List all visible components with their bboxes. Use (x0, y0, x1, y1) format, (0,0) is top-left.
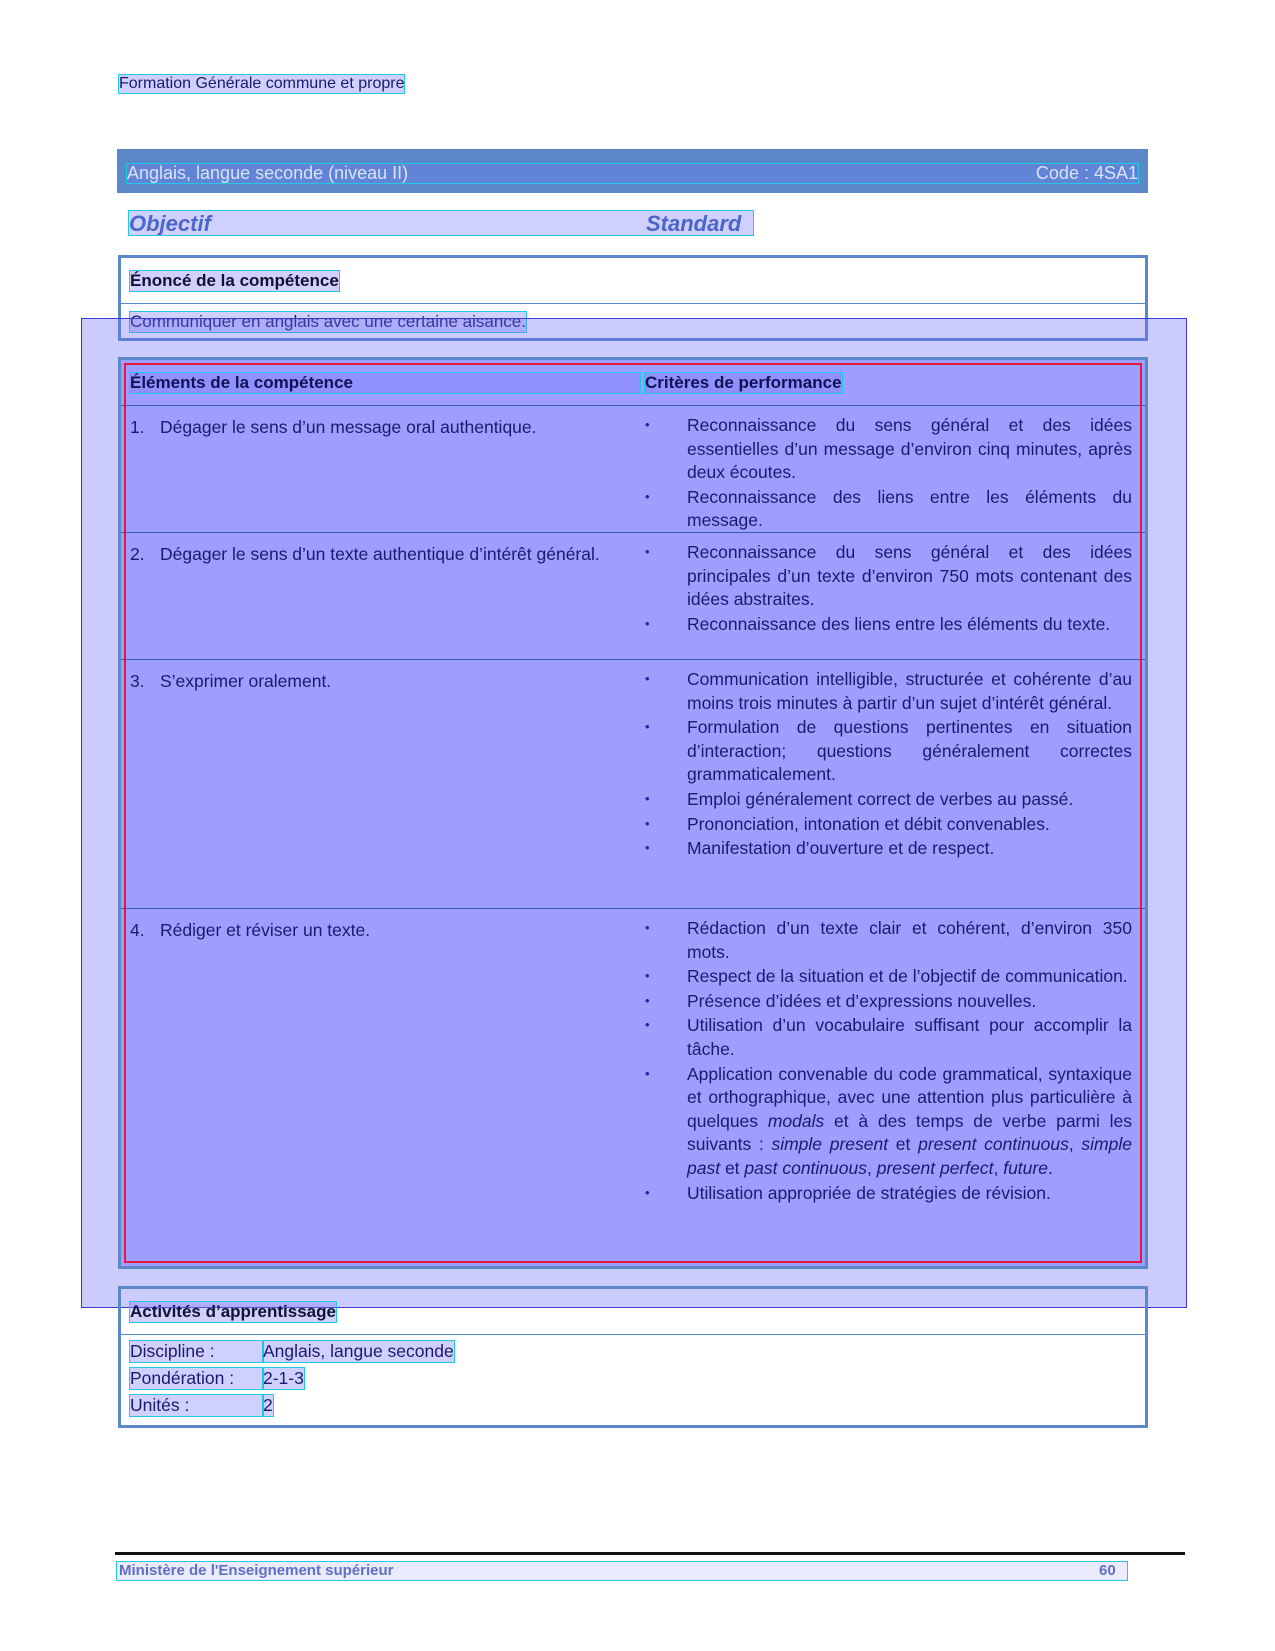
enonce-title: Énoncé de la compétence (130, 271, 339, 290)
criterion-text: Reconnaissance des liens entre les éléments du message. (687, 486, 1132, 531)
bullet-icon: • (645, 815, 650, 831)
course-code: Code : 4SA1 (1035, 163, 1138, 183)
criterion-item (645, 917, 1132, 964)
discipline-value: Anglais, langue seconde (263, 1341, 454, 1361)
element-number: 1. (130, 417, 145, 437)
criterion-text: Application convenable du code grammatical, syntaxique et orthographique, avec une attention plus particulière à quelques modals et à des temps de verbe parmi les suivants : simple present et present continuous, simple past et past continuous, present perfect, future. (687, 1063, 1132, 1178)
criteria-list (645, 414, 1132, 534)
criterion-text: Formulation de questions pertinentes en situation d’interaction; questions généralement correctes grammaticalement. (687, 717, 1132, 785)
bullet-icon: • (645, 488, 650, 504)
ponderation-row (130, 1368, 304, 1389)
competence-row (121, 909, 1145, 1266)
criteria-list (645, 541, 1132, 637)
bullet-icon: • (645, 671, 650, 686)
element-text: S’exprimer oralement. (160, 671, 332, 691)
criterion-text: Emploi généralement correct de verbes au passé. (687, 788, 1074, 809)
criterion-item (645, 668, 1132, 715)
criterion-item (645, 813, 1132, 837)
unites-value: 2 (263, 1395, 273, 1415)
bullet-icon: • (645, 1184, 650, 1200)
criterion-text: Rédaction d’un texte clair et cohérent, d’environ 350 mots. (687, 918, 1132, 962)
element-text: Dégager le sens d’un message oral authentique. (160, 417, 537, 437)
page-number: 60 (1099, 1562, 1116, 1579)
course-title: Anglais, langue seconde (niveau II) (127, 163, 409, 183)
element-text: Dégager le sens d’un texte authentique d’intérêt général. (160, 544, 600, 564)
course-banner (117, 149, 1148, 193)
element-number: 2. (130, 544, 145, 564)
criterion-text: Reconnaissance des liens entre les éléments du texte. (687, 613, 1111, 634)
bullet-icon: • (645, 840, 650, 856)
criterion-item (645, 541, 1132, 612)
header-elements: Éléments de la compétence (130, 373, 640, 393)
running-header: Formation Générale commune et propre (119, 75, 405, 92)
criterion-item (645, 716, 1132, 787)
ponderation-value: 2-1-3 (263, 1368, 304, 1388)
competences-header (121, 360, 1145, 406)
bullet-icon: • (645, 992, 650, 1008)
bullet-icon: • (645, 790, 650, 806)
competence-row (121, 406, 1145, 533)
criterion-text: Manifestation d’ouverture et de respect. (687, 838, 995, 859)
bullet-icon: • (645, 544, 650, 559)
footer-rule (115, 1552, 1185, 1555)
criterion-item (645, 414, 1132, 485)
criteria-list (645, 668, 1132, 862)
criterion-text: Communication intelligible, structurée et cohérente d’au moins trois minutes à partir d’un sujet d’intérêt général. (687, 669, 1132, 713)
criterion-text: Respect de la situation et de l’objectif de communication. (687, 966, 1128, 987)
competence-element (130, 542, 645, 566)
element-text: Rédiger et réviser un texte. (160, 920, 371, 940)
criterion-item (645, 965, 1132, 989)
activites-title: Activités d’apprentissage (130, 1302, 336, 1321)
competences-table (118, 357, 1148, 1269)
bullet-icon: • (645, 417, 650, 432)
ponderation-label: Pondération : (130, 1368, 263, 1389)
footer-ministry: Ministère de l'Enseignement supérieur (119, 1562, 394, 1579)
competence-element (130, 415, 645, 439)
criterion-item (645, 486, 1132, 533)
criterion-text: Reconnaissance du sens général et des idées principales d’un texte d’environ 750 mots contenant des idées abstraites. (687, 542, 1132, 610)
criterion-text: Utilisation d’un vocabulaire suffisant pour accomplir la tâche. (687, 1015, 1132, 1059)
enonce-text: Communiquer en anglais avec une certaine aisance. (130, 312, 526, 331)
criterion-item (645, 1182, 1132, 1206)
bullet-icon: • (645, 968, 650, 984)
bullet-icon: • (645, 615, 650, 631)
bullet-icon: • (645, 719, 650, 735)
criterion-text: Présence d’idées et d’expressions nouvelles. (687, 990, 1037, 1011)
criterion-item (645, 1014, 1132, 1061)
criterion-text: Prononciation, intonation et débit convenables. (687, 813, 1050, 834)
competence-row (121, 660, 1145, 909)
criterion-item (645, 990, 1132, 1014)
criterion-item (645, 1063, 1132, 1181)
element-number: 4. (130, 920, 145, 940)
bullet-icon: • (645, 1065, 650, 1081)
criterion-text: Reconnaissance du sens général et des idées essentielles d’un message d’environ cinq minutes, après deux écoutes. (687, 415, 1132, 483)
header-criteres: Critères de performance (645, 373, 842, 392)
competence-row (121, 533, 1145, 660)
criterion-item (645, 837, 1132, 861)
activites-box (118, 1286, 1148, 1428)
objectif-label: Objectif (129, 211, 211, 236)
discipline-row (130, 1341, 454, 1362)
competence-element (130, 669, 645, 693)
criterion-text: Utilisation appropriée de stratégies de révision. (687, 1182, 1051, 1203)
standard-label: Standard (646, 211, 742, 236)
competence-element (130, 918, 645, 942)
unites-label: Unités : (130, 1395, 263, 1416)
bullet-icon: • (645, 1017, 650, 1033)
criterion-item (645, 613, 1132, 637)
discipline-label: Discipline : (130, 1341, 263, 1362)
bullet-icon: • (645, 920, 650, 935)
unites-row (130, 1395, 273, 1416)
element-number: 3. (130, 671, 145, 691)
criteria-list (645, 917, 1132, 1206)
objective-row (129, 211, 753, 235)
criterion-item (645, 788, 1132, 812)
